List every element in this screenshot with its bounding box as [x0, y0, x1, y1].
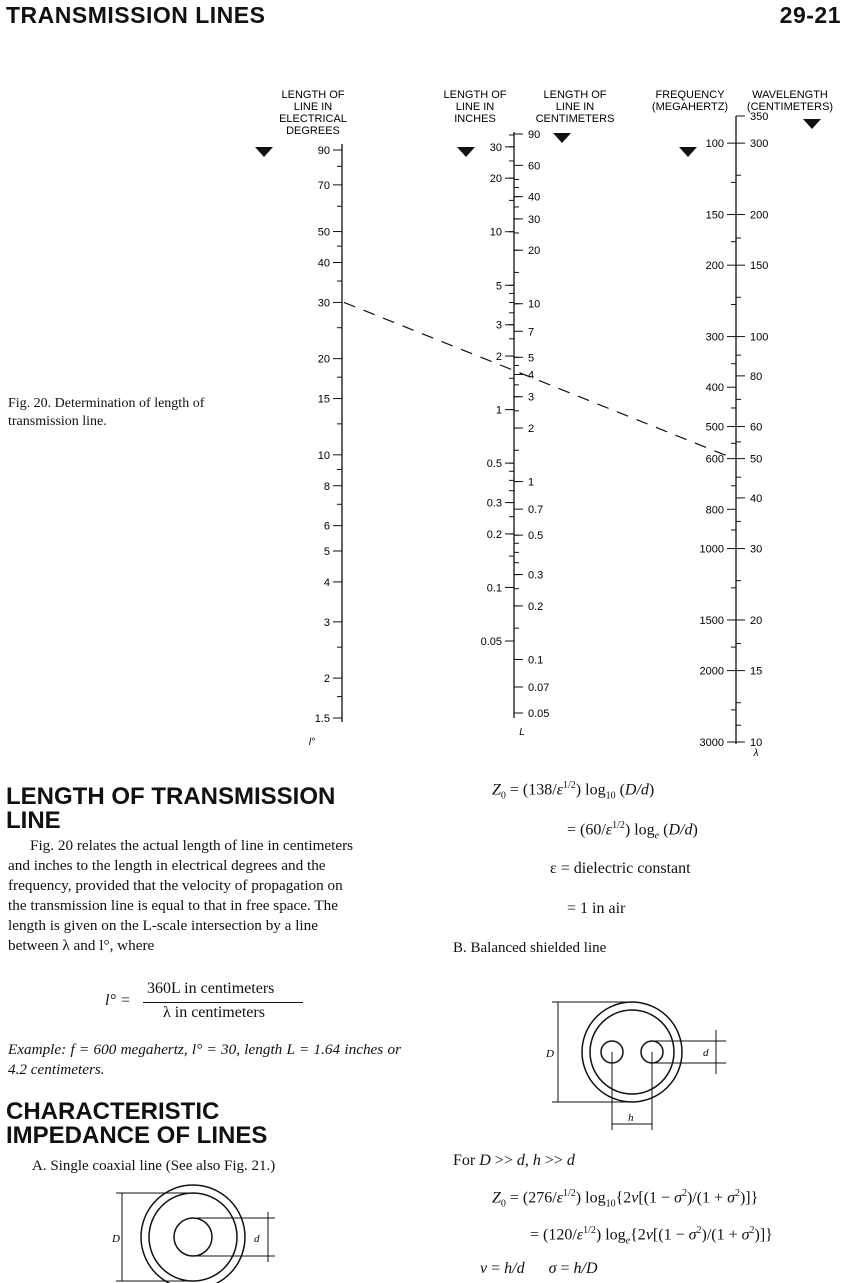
para-line: and inches to the length in electrical degrees and the — [8, 857, 326, 874]
frequency-scale-title: (MEGAHERTZ) — [651, 101, 729, 113]
wavelength-tick-label: 20 — [750, 614, 763, 627]
wavelength-tick-label: 200 — [750, 209, 769, 222]
centimeters-scale-title: LENGTH OF — [543, 89, 607, 101]
z0-coax-eq2: = $(60/\varepsilon^{1/2})$ $\log_e (D/d)$ — [567, 820, 698, 842]
wavelength-scale-title: WAVELENGTH — [752, 89, 828, 101]
frequency-tick-label: 1500 — [699, 614, 724, 627]
coax-diagram — [110, 1184, 290, 1283]
degrees-tick-label: 90 — [317, 145, 330, 157]
inch-tick-label: 0.05 — [480, 635, 502, 648]
formula-numerator: 360L in centimeters — [147, 980, 275, 997]
shielded-line-diagram — [540, 990, 740, 1140]
running-header: TRANSMISSION LINES — [6, 2, 266, 28]
degrees-tick-label: 10 — [317, 449, 330, 462]
wavelength-tick-label: 40 — [750, 492, 763, 505]
cm-tick-label: 5 — [528, 352, 535, 365]
wavelength-tick-label: 30 — [750, 543, 763, 556]
cm-tick-label: 60 — [528, 160, 541, 173]
inch-tick-label: 0.3 — [486, 497, 502, 510]
z0-shielded-eq2: = $(120/\varepsilon^{1/2}) \log_e\{2v[(1 - \sigma^2)/(1 + \sigma^2)]\}$ — [530, 1225, 773, 1247]
formula-lhs: l° = — [105, 992, 131, 1009]
dim-label-d: d — [254, 1233, 260, 1245]
cm-tick-label: 3 — [528, 391, 535, 404]
para-line: Fig. 20 relates the actual length of line in centimeters — [30, 837, 354, 854]
condition-text: For D >> d, h >> d — [453, 1152, 575, 1169]
example-dashed-line — [344, 302, 734, 458]
example-text: Example: f = 600 megahertz, l° = 30, length L = 1.64 inches or 4.2 centimeters. — [8, 1041, 401, 1078]
dim-label-d: d — [703, 1047, 709, 1059]
frequency-tick-label: 3000 — [699, 737, 724, 749]
dim-label-D: D — [112, 1233, 120, 1245]
inch-tick-label: 10 — [489, 226, 502, 239]
inches-scale-title: LINE IN — [455, 101, 495, 113]
inches-scale-title: INCHES — [454, 113, 496, 125]
dim-label-D: D — [546, 1048, 554, 1060]
section-heading-length — [6, 785, 335, 833]
variable-definitions: v = h/d σ = h/D — [480, 1260, 598, 1277]
cm-tick-label: 10 — [528, 298, 541, 311]
cm-tick-label: 4 — [528, 369, 535, 382]
wavelength-scale-title: (CENTIMETERS) — [746, 101, 834, 113]
inches-arrow-icon — [457, 147, 475, 157]
cm-tick-label: 90 — [528, 129, 541, 141]
degrees-tick-label: 5 — [323, 545, 330, 558]
wavelength-tick-label: 150 — [750, 260, 769, 273]
degrees-arrow-icon — [255, 147, 273, 157]
para-line: the transmission line is equal to that in free space. The — [8, 897, 338, 914]
coax-outer-circle — [141, 1185, 245, 1283]
degrees-tick-label: 6 — [323, 520, 330, 533]
degrees-tick-label: 2 — [323, 673, 330, 686]
para-line: length is given on the L-scale intersection by a line — [8, 917, 318, 934]
degrees-scale-title: LENGTH OF — [281, 89, 345, 101]
para-line: frequency, provided that the velocity of propagation on — [8, 877, 343, 894]
cm-tick-label: 7 — [528, 326, 535, 339]
wavelength-symbol: λ — [753, 748, 759, 759]
cm-tick-label: 0.7 — [528, 504, 544, 517]
item-a-label: A. Single coaxial line (See also Fig. 21.) — [32, 1158, 276, 1174]
cm-tick-label: 40 — [528, 191, 541, 204]
wavelength-tick-label: 100 — [750, 331, 769, 344]
shield-outer-circle — [582, 1002, 682, 1102]
coax-shield-circle — [149, 1193, 237, 1281]
cm-tick-label: 0.5 — [528, 530, 544, 543]
inch-tick-label: 2 — [495, 351, 502, 364]
cm-tick-label: 0.3 — [528, 569, 544, 582]
cm-tick-label: 0.07 — [528, 682, 550, 695]
frequency-tick-label: 600 — [705, 453, 724, 466]
heading-line: CHARACTERISTIC — [6, 1098, 220, 1125]
wavelength-tick-label: 350 — [750, 111, 769, 123]
degree-formula — [105, 980, 305, 1030]
frequency-tick-label: 300 — [705, 331, 724, 344]
frequency-scale-title: FREQUENCY — [655, 89, 725, 101]
frequency-tick-label: 400 — [705, 382, 724, 395]
length-symbol: L — [519, 727, 525, 738]
centimeters-arrow-icon — [553, 133, 571, 143]
degrees-tick-label: 1.5 — [314, 713, 330, 725]
degrees-tick-label: 30 — [317, 297, 330, 310]
z0-shielded-eq1: $Z_0 = (276/\varepsilon^{1/2}) \log_{10}\{2v[(1 - \sigma^2)/(1 + \sigma^2)]\}$ — [492, 1188, 759, 1210]
degrees-tick-label: 15 — [317, 393, 330, 406]
degrees-tick-label: 20 — [317, 353, 330, 366]
inch-tick-label: 0.1 — [486, 582, 502, 595]
degrees-tick-label: 50 — [317, 226, 330, 239]
cm-tick-label: 2 — [528, 423, 535, 436]
inch-tick-label: 20 — [489, 173, 502, 186]
wavelength-tick-label: 50 — [750, 453, 763, 466]
frequency-tick-label: 2000 — [699, 665, 724, 678]
para-line: between λ and l°, where — [8, 937, 155, 954]
air-value: = 1 in air — [567, 900, 626, 917]
wavelength-tick-label: 80 — [750, 370, 763, 383]
inch-tick-label: 0.5 — [486, 458, 502, 471]
wavelength-arrow-icon — [803, 119, 821, 129]
degrees-tick-label: 70 — [317, 179, 330, 192]
wavelength-tick-label: 15 — [750, 665, 763, 678]
section-heading-impedance — [6, 1100, 267, 1148]
body-paragraph — [8, 836, 401, 956]
heading-line: IMPEDANCE OF LINES — [6, 1122, 268, 1149]
cm-tick-label: 0.05 — [528, 708, 550, 720]
frequency-tick-label: 500 — [705, 421, 724, 434]
page-number: 29-21 — [779, 2, 841, 28]
frequency-tick-label: 800 — [705, 504, 724, 517]
frequency-arrow-icon — [679, 147, 697, 157]
cm-tick-label: 0.2 — [528, 600, 544, 613]
inch-tick-label: 0.2 — [486, 528, 502, 541]
degrees-tick-label: 8 — [323, 480, 330, 493]
degrees-tick-label: 4 — [323, 576, 330, 589]
degrees-scale-title: DEGREES — [286, 125, 340, 137]
inch-tick-label: 1 — [495, 404, 502, 417]
heading-line: LENGTH OF TRANSMISSION — [6, 783, 336, 810]
formula-denominator: λ in centimeters — [163, 1004, 265, 1021]
cm-tick-label: 0.1 — [528, 654, 544, 667]
inch-tick-label: 30 — [489, 141, 502, 154]
heading-line: LINE — [6, 807, 61, 834]
degrees-scale-title: LINE IN — [293, 101, 333, 113]
frequency-tick-label: 150 — [705, 209, 724, 222]
cm-tick-label: 20 — [528, 245, 541, 258]
shield-inner-circle — [590, 1010, 674, 1094]
degrees-tick-label: 3 — [323, 616, 330, 629]
centimeters-scale-title: LINE IN — [555, 101, 595, 113]
wavelength-tick-label: 10 — [750, 737, 763, 749]
wavelength-tick-label: 300 — [750, 138, 769, 151]
inches-scale-title: LENGTH OF — [443, 89, 507, 101]
inch-tick-label: 5 — [495, 280, 502, 293]
inch-tick-label: 3 — [495, 319, 502, 332]
fraction-bar — [143, 1002, 303, 1003]
z0-coax-eq1: $Z_0 = (138/\varepsilon^{1/2})$ $\log_{10} (D/d)$ — [492, 780, 655, 802]
epsilon-definition: ε = dielectric constant — [550, 860, 691, 877]
item-b-label: B. Balanced shielded line — [453, 940, 607, 956]
coax-conductor-circle — [174, 1218, 212, 1256]
frequency-tick-label: 100 — [705, 138, 724, 151]
frequency-tick-label: 1000 — [699, 543, 724, 556]
degrees-scale-title: ELECTRICAL — [279, 113, 347, 125]
cm-tick-label: 1 — [528, 476, 535, 489]
cm-tick-label: 30 — [528, 213, 541, 226]
degrees-tick-label: 40 — [317, 257, 330, 270]
degrees-symbol: l° — [308, 737, 316, 748]
dim-label-h: h — [628, 1112, 634, 1124]
figure-caption: Fig. 20. Determination of length of transmission line. — [8, 396, 205, 429]
centimeters-scale-title: CENTIMETERS — [535, 113, 615, 125]
frequency-tick-label: 200 — [705, 260, 724, 273]
wavelength-tick-label: 60 — [750, 421, 763, 434]
